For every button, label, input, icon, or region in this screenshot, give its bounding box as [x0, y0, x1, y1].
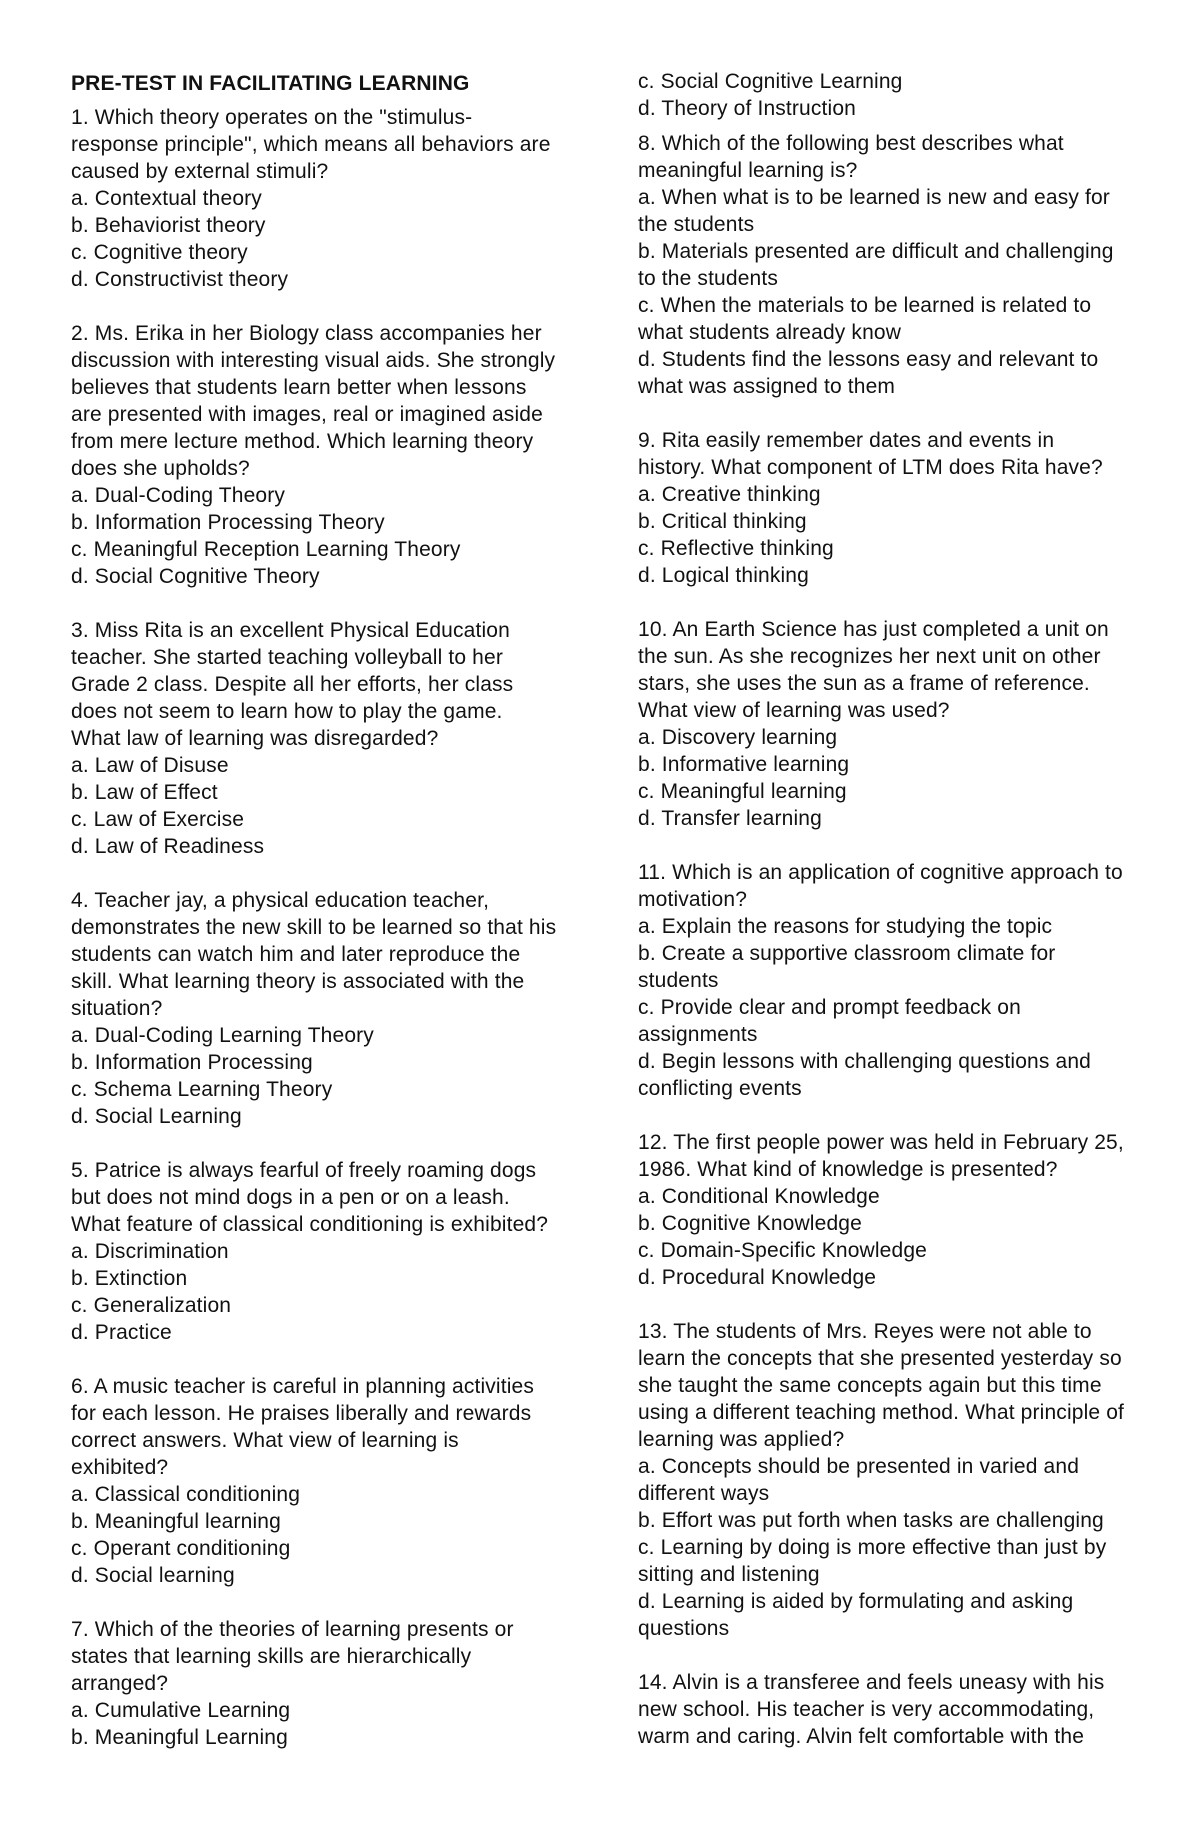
question-line: c. Schema Learning Theory: [71, 1078, 333, 1101]
question-line: situation?: [71, 997, 163, 1020]
question-line: does she upholds?: [71, 457, 250, 480]
question-line: c. Learning by doing is more effective than just by: [638, 1536, 1107, 1559]
question-line: 14. Alvin is a transferee and feels uneasy with his: [638, 1671, 1105, 1694]
question-line: states that learning skills are hierarchically: [71, 1645, 472, 1668]
right-column: [638, 68, 1143, 1777]
question-block: [71, 104, 591, 293]
question-block: [71, 1616, 591, 1751]
question-block: [638, 1129, 1143, 1291]
question-line: believes that students learn better when lessons: [71, 376, 527, 399]
question-line: demonstrates the new skill to be learned so that his: [71, 916, 557, 939]
question-line: a. Dual-Coding Learning Theory: [71, 1024, 374, 1047]
question-line: questions: [638, 1617, 730, 1640]
question-line: arranged?: [71, 1672, 169, 1695]
question-line: motivation?: [638, 888, 748, 911]
question-block: [638, 1669, 1143, 1750]
question-line: d. Students find the lessons easy and relevant to: [638, 348, 1099, 371]
question-line: c. Meaningful learning: [638, 780, 847, 803]
question-line: discussion with interesting visual aids. She strongly: [71, 349, 556, 372]
question-line: for each lesson. He praises liberally and rewards: [71, 1402, 532, 1425]
question-line: 2. Ms. Erika in her Biology class accompanies her: [71, 322, 542, 345]
left-question-list: [71, 104, 591, 1751]
question-line: d. Practice: [71, 1321, 172, 1344]
question-line: history. What component of LTM does Rita have?: [638, 456, 1103, 479]
right-question-list: [638, 68, 1143, 1750]
question-line: c. Meaningful Reception Learning Theory: [71, 538, 461, 561]
question-block: [71, 1373, 591, 1589]
question-line: b. Materials presented are difficult and challenging: [638, 240, 1114, 263]
question-line: What law of learning was disregarded?: [71, 727, 439, 750]
question-line: d. Social Cognitive Theory: [71, 565, 320, 588]
left-column: [71, 68, 591, 1778]
question-line: conflicting events: [638, 1077, 802, 1100]
question-line: warm and caring. Alvin felt comfortable with the: [638, 1725, 1085, 1748]
question-line: teacher. She started teaching volleyball to her: [71, 646, 503, 669]
question-line: response principle", which means all behaviors are: [71, 133, 551, 156]
question-line: students: [638, 969, 719, 992]
question-line: d. Social learning: [71, 1564, 235, 1587]
question-line: the sun. As she recognizes her next unit on other: [638, 645, 1101, 668]
question-line: d. Transfer learning: [638, 807, 822, 830]
question-line: b. Information Processing Theory: [71, 511, 385, 534]
question-line: learn the concepts that she presented yesterday so: [638, 1347, 1122, 1370]
question-line: b. Informative learning: [638, 753, 850, 776]
question-line: c. When the materials to be learned is related to: [638, 294, 1092, 317]
question-line: caused by external stimuli?: [71, 160, 329, 183]
question-line: 1. Which theory operates on the "stimulus-: [71, 106, 473, 129]
page-title: PRE-TEST IN FACILITATING LEARNING: [71, 72, 470, 95]
question-line: What feature of classical conditioning is exhibited?: [71, 1213, 549, 1236]
question-line: the students: [638, 213, 755, 236]
question-line: students can watch him and later reproduce the: [71, 943, 521, 966]
question-line: d. Procedural Knowledge: [638, 1266, 877, 1289]
question-line: 4. Teacher jay, a physical education teacher,: [71, 889, 490, 912]
question-line: does not seem to learn how to play the game.: [71, 700, 503, 723]
question-line: what was assigned to them: [638, 375, 896, 398]
question-line: a. Conditional Knowledge: [638, 1185, 880, 1208]
question-line: c. Cognitive theory: [71, 241, 248, 264]
question-line: 13. The students of Mrs. Reyes were not able to: [638, 1320, 1092, 1343]
question-line: sitting and listening: [638, 1563, 820, 1586]
question-line: d. Theory of Instruction: [638, 97, 856, 120]
question-line: 12. The first people power was held in February 25,: [638, 1131, 1124, 1154]
question-line: c. Social Cognitive Learning: [638, 70, 903, 93]
question-line: 8. Which of the following best describes what: [638, 132, 1064, 155]
question-line: d. Constructivist theory: [71, 268, 289, 291]
question-line: but does not mind dogs in a pen or on a leash.: [71, 1186, 510, 1209]
question-line: b. Critical thinking: [638, 510, 807, 533]
question-block: [638, 427, 1143, 589]
question-line: what students already know: [638, 321, 902, 344]
question-line: d. Begin lessons with challenging questions and: [638, 1050, 1092, 1073]
question-line: d. Learning is aided by formulating and asking: [638, 1590, 1074, 1613]
question-line: meaningful learning is?: [638, 159, 858, 182]
question-line: c. Provide clear and prompt feedback on: [638, 996, 1021, 1019]
question-block: [638, 859, 1143, 1102]
question-line: b. Information Processing: [71, 1051, 313, 1074]
question-line: skill. What learning theory is associated with the: [71, 970, 525, 993]
question-line: c. Generalization: [71, 1294, 232, 1317]
question-line: 3. Miss Rita is an excellent Physical Education: [71, 619, 510, 642]
question-block: [71, 320, 591, 590]
question-line: a. Discovery learning: [638, 726, 838, 749]
question-line: a. Contextual theory: [71, 187, 262, 210]
question-line: exhibited?: [71, 1456, 169, 1479]
question-block: [638, 1318, 1143, 1642]
question-line: correct answers. What view of learning is: [71, 1429, 459, 1452]
question-line: b. Behaviorist theory: [71, 214, 266, 237]
question-line: b. Effort was put forth when tasks are challenging: [638, 1509, 1104, 1532]
question-line: to the students: [638, 267, 779, 290]
question-line: b. Law of Effect: [71, 781, 218, 804]
question-line: a. Classical conditioning: [71, 1483, 301, 1506]
question-block: [71, 1157, 591, 1346]
question-line: a. Creative thinking: [638, 483, 821, 506]
question-line: a. Dual-Coding Theory: [71, 484, 286, 507]
question-line: What view of learning was used?: [638, 699, 950, 722]
question-line: are presented with images, real or imagined aside: [71, 403, 543, 426]
question-line: a. Explain the reasons for studying the topic: [638, 915, 1053, 938]
question-block: [71, 887, 591, 1130]
question-line: Grade 2 class. Despite all her efforts, her class: [71, 673, 514, 696]
question-line: b. Extinction: [71, 1267, 188, 1290]
question-line: 5. Patrice is always fearful of freely roaming dogs: [71, 1159, 537, 1182]
question-block: [638, 130, 1143, 400]
question-line: 10. An Earth Science has just completed a unit on: [638, 618, 1109, 641]
question-line: c. Operant conditioning: [71, 1537, 291, 1560]
question-line: d. Social Learning: [71, 1105, 242, 1128]
question-line: b. Create a supportive classroom climate for: [638, 942, 1056, 965]
question-line: d. Logical thinking: [638, 564, 809, 587]
question-line: stars, she uses the sun as a frame of reference.: [638, 672, 1090, 695]
question-line: learning was applied?: [638, 1428, 845, 1451]
question-line: c. Reflective thinking: [638, 537, 834, 560]
question-line: d. Law of Readiness: [71, 835, 265, 858]
question-line: she taught the same concepts again but this time: [638, 1374, 1102, 1397]
question-line: different ways: [638, 1482, 770, 1505]
question-line: a. Discrimination: [71, 1240, 229, 1263]
question-line: assignments: [638, 1023, 758, 1046]
question-line: b. Meaningful learning: [71, 1510, 281, 1533]
question-block: [638, 68, 1143, 122]
question-line: a. When what is to be learned is new and easy for: [638, 186, 1110, 209]
question-line: 1986. What kind of knowledge is presented?: [638, 1158, 1058, 1181]
question-line: 7. Which of the theories of learning presents or: [71, 1618, 514, 1641]
question-line: 11. Which is an application of cognitive approach to: [638, 861, 1123, 884]
question-line: b. Meaningful Learning: [71, 1726, 288, 1749]
question-block: [638, 616, 1143, 832]
question-line: using a different teaching method. What principle of: [638, 1401, 1125, 1424]
question-line: c. Law of Exercise: [71, 808, 245, 831]
question-line: 6. A music teacher is careful in planning activities: [71, 1375, 535, 1398]
question-line: a. Law of Disuse: [71, 754, 229, 777]
question-line: c. Domain-Specific Knowledge: [638, 1239, 928, 1262]
question-line: from mere lecture method. Which learning theory: [71, 430, 534, 453]
question-line: new school. His teacher is very accommodating,: [638, 1698, 1095, 1721]
question-block: [71, 617, 591, 860]
question-line: b. Cognitive Knowledge: [638, 1212, 862, 1235]
question-line: 9. Rita easily remember dates and events in: [638, 429, 1055, 452]
question-line: a. Concepts should be presented in varied and: [638, 1455, 1080, 1478]
question-line: a. Cumulative Learning: [71, 1699, 291, 1722]
